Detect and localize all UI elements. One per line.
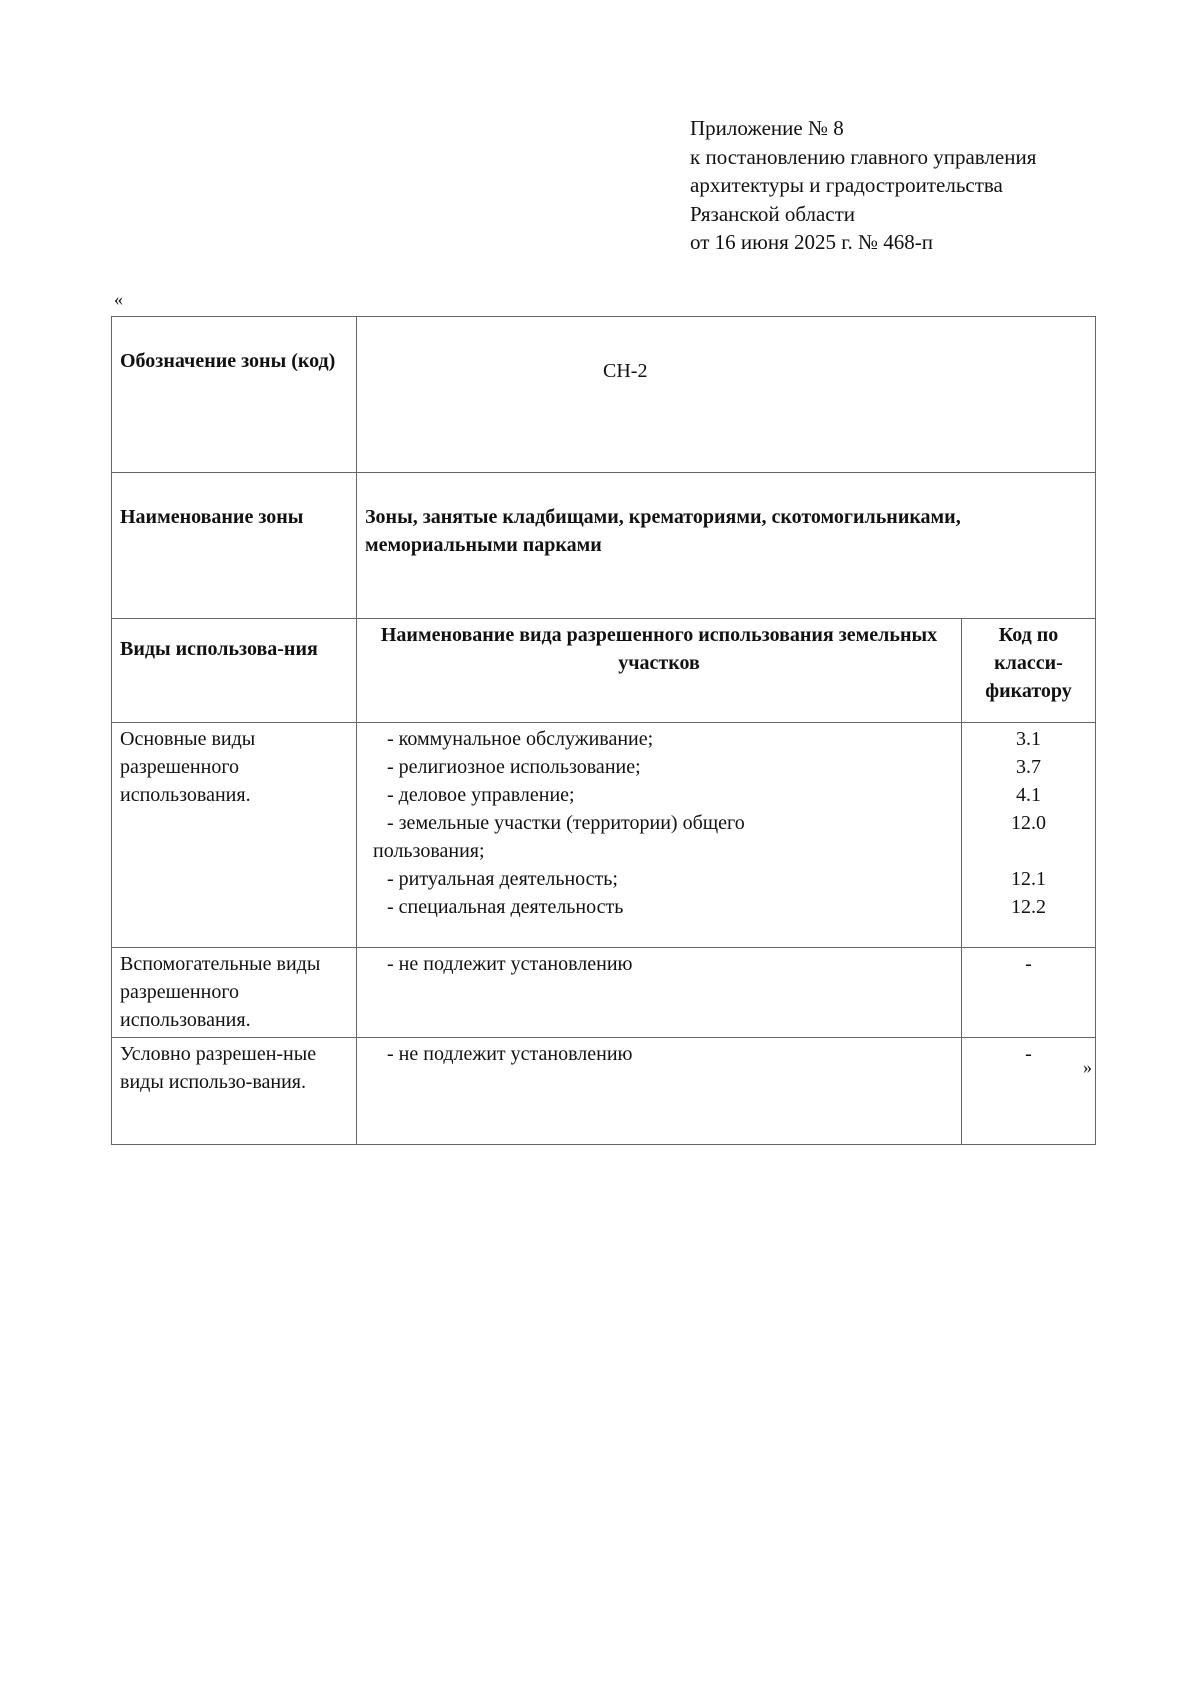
main-usage-codes [962, 723, 1096, 948]
classifier-code: 12.2 [1011, 896, 1046, 918]
conditional-usage-code: - [962, 1038, 1096, 1145]
zone-name-value: Зоны, занятые кладбищами, крематориями, скотомогильниками, мемориальными парками [357, 473, 1096, 619]
appendix-line: Рязанской области [690, 201, 856, 226]
table-row [112, 473, 1096, 619]
auxiliary-usage-item [357, 948, 962, 1038]
code-spacer [970, 837, 1087, 865]
list-item: - специальная деятельность [387, 896, 624, 918]
classifier-code: 3.7 [1016, 756, 1041, 778]
table-row [112, 317, 1096, 473]
closing-quote: » [1083, 1057, 1092, 1077]
table-row [112, 1038, 1096, 1145]
list-item: пользования; [373, 840, 485, 862]
conditional-usage-item [357, 1038, 962, 1145]
auxiliary-usage-label: Вспомогательные виды разрешенного использования. [112, 948, 357, 1038]
header-usage-types: Виды использова-ния [112, 619, 357, 723]
auxiliary-usage-code: - [962, 948, 1096, 1038]
appendix-line: к постановлению главного управления [690, 144, 1037, 169]
appendix-line: архитектуры и градостроительства [690, 173, 1003, 197]
header-classifier-code: Код по класси-фикатору [962, 619, 1096, 723]
conditional-usage-label: Условно разрешен-ные виды использо-вания. [112, 1038, 357, 1145]
appendix-line: от 16 июня 2025 г. № 468-п [690, 230, 933, 254]
classifier-code: 12.0 [1011, 812, 1046, 834]
header-usage-name: Наименование вида разрешенного использования земельных участков [357, 619, 962, 723]
table-row [112, 948, 1096, 1038]
table-row [112, 723, 1096, 948]
zone-regulation-table [111, 316, 1096, 1145]
list-item: - религиозное использование; [387, 756, 641, 778]
zone-name-label: Наименование зоны [112, 473, 357, 619]
list-item: - не подлежит установлению [387, 953, 633, 975]
zone-code-label: Обозначение зоны (код) [112, 317, 357, 473]
list-item: - коммунальное обслуживание; [387, 728, 654, 750]
classifier-code: 12.1 [1011, 868, 1046, 890]
classifier-code: 3.1 [1016, 728, 1041, 750]
main-usage-list [357, 723, 962, 948]
opening-quote: « [114, 289, 123, 309]
zone-code-value: СН-2 [357, 317, 1096, 473]
list-item: - деловое управление; [387, 784, 575, 806]
list-item: - земельные участки (территории) общего [387, 812, 745, 834]
table-header-row [112, 619, 1096, 723]
appendix-header [690, 114, 1036, 257]
main-usage-label: Основные виды разрешенного использования. [112, 723, 357, 948]
list-item: - ритуальная деятельность; [387, 868, 618, 890]
classifier-code: 4.1 [1016, 784, 1041, 806]
appendix-line: Приложение № 8 [690, 116, 844, 140]
list-item: - не подлежит установлению [387, 1043, 633, 1065]
